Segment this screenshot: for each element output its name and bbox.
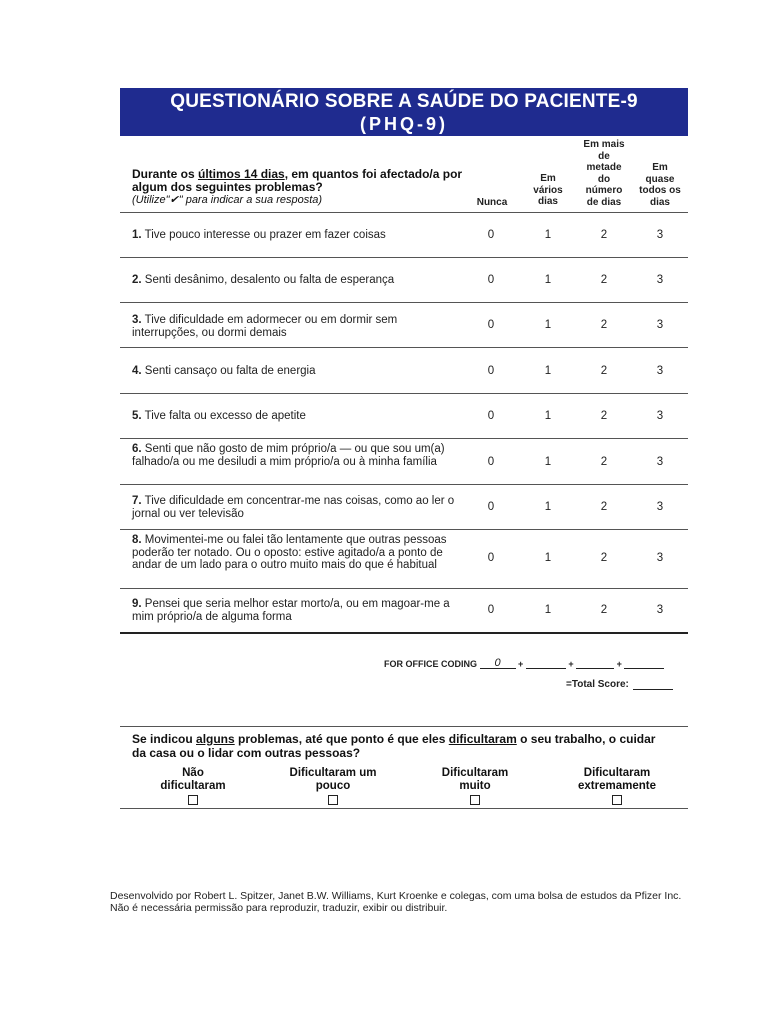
question-label: Senti cansaço ou falta de energia [144,365,316,377]
column-header-line: Em mais [583,139,625,150]
intro-prefix: Durante os [132,167,199,181]
divider [120,257,688,258]
plus-sign: + [568,659,574,669]
page-subtitle: (PHQ-9) [360,114,448,134]
column-header-mais-metade [576,139,632,208]
office-coding-blank[interactable] [624,657,664,669]
option-label: Dificultaram [583,767,651,779]
difficulty-text: alguns [196,732,235,746]
question-number: 1. [132,229,142,241]
difficulty-option-pouco [278,767,388,805]
score-option[interactable]: 1 [544,274,552,286]
footer-permission: Não é necessária permissão para reproduzir, traduzir, exibir ou distribuir. [110,902,448,914]
question-label: Tive pouco interesse ou prazer em fazer coisas [144,229,386,241]
question-number: 2. [132,274,142,286]
score-option[interactable]: 0 [487,274,495,286]
score-option[interactable]: 1 [544,365,552,377]
score-option[interactable]: 3 [656,604,664,616]
score-option[interactable]: 1 [544,229,552,241]
intro-period: últimos 14 dias [198,167,285,181]
option-label: Não [182,767,204,779]
question-number: 5. [132,410,142,422]
divider [120,438,688,439]
column-header-line: todos os [639,185,681,196]
question-number: 7. [132,495,142,507]
column-header-line: vários [533,184,563,196]
option-label: muito [459,780,491,792]
total-score-label: =Total Score: [566,679,629,690]
option-label: extremamente [578,780,656,792]
question-text [132,598,460,623]
question-number: 9. [132,598,142,610]
question-label: Senti que não gosto de mim próprio/a — ou que sou um(a) falhado/a ou me desiludi a mim próprio/a ou à minha família [132,443,445,468]
total-score-field[interactable] [633,678,673,690]
column-header-line: metade [586,162,622,173]
difficulty-question [132,732,672,760]
option-label: Dificultaram um [289,767,377,779]
question-text [132,443,450,468]
question-number: 8. [132,534,142,546]
divider [120,529,688,530]
difficulty-text: o seu trabalho, o cuidar da casa ou o lidar com outras pessoas? [132,732,656,760]
divider [120,302,688,303]
divider [120,484,688,485]
question-text [132,229,462,242]
score-option[interactable]: 3 [656,410,664,422]
difficulty-option-extremamente [562,767,672,805]
option-label: pouco [315,780,351,792]
total-score [566,678,673,690]
column-header-varios-dias [528,173,568,208]
score-option[interactable]: 0 [487,365,495,377]
checkbox[interactable] [328,795,338,805]
difficulty-option-nao [148,767,238,805]
difficulty-text: Se indicou [132,732,197,746]
checkbox[interactable] [612,795,622,805]
divider [120,632,688,634]
column-header-line: Em [540,173,556,184]
column-header-line: Nunca [476,197,508,208]
question-label: Tive falta ou excesso de apetite [144,410,306,422]
divider [120,393,688,394]
score-option[interactable]: 3 [656,274,664,286]
question-label: Movimentei-me ou falei tão lentamente que outras pessoas poderão ter notado. Ou o oposto: estive agitado/a a ponto de andar de um lado para o outro muito mais do que é habitual [132,534,447,571]
question-text [132,314,422,339]
plus-sign: + [616,659,622,669]
column-header-line: dias [537,196,558,207]
difficulty-text: dificultaram [448,732,517,746]
score-option[interactable]: 1 [544,410,552,422]
difficulty-text: problemas, até que ponto é que eles [234,732,449,746]
question-text [132,410,462,423]
divider [120,347,688,348]
score-option[interactable]: 2 [600,365,608,377]
question-label: Tive dificuldade em adormecer ou em dormir sem interrupções, ou dormi demais [132,314,398,339]
office-coding-value[interactable]: 0 [480,657,516,669]
score-option[interactable]: 0 [487,552,495,564]
question-text [132,365,462,378]
option-label: dificultaram [160,780,226,792]
intro-instruction: (Utilize"✔" para indicar a sua resposta) [132,194,323,206]
score-option[interactable]: 1 [544,501,552,513]
office-coding-blank[interactable] [526,657,566,669]
score-option[interactable]: 0 [487,456,495,468]
score-option[interactable]: 3 [656,365,664,377]
question-label: Tive dificuldade em concentrar-me nas coisas, como ao ler o jornal ou ver televisão [132,495,455,520]
question-text [132,274,462,287]
column-header-line: quase [645,173,675,185]
score-option[interactable]: 1 [544,456,552,468]
score-option[interactable]: 0 [487,501,495,513]
difficulty-option-muito [425,767,525,805]
intro-suffix: , em quantos foi afectado/a por algum dos seguintes problemas? [132,167,463,194]
office-coding-blank[interactable] [576,657,614,669]
question-number: 3. [132,314,142,326]
column-header-nunca [470,197,514,209]
score-option[interactable]: 2 [600,552,608,564]
column-header-line: de dias [586,196,622,208]
score-option[interactable]: 3 [656,552,664,564]
option-label: Dificultaram [441,767,509,779]
column-header-line: número [585,185,623,196]
score-option[interactable]: 3 [656,501,664,513]
score-option[interactable]: 2 [600,274,608,286]
column-header-quase-todos [636,162,684,208]
divider [120,726,688,727]
column-header-line: de [598,150,610,162]
divider [120,588,688,589]
checkbox[interactable] [188,795,198,805]
score-option[interactable]: 1 [544,319,552,331]
title-banner [120,88,688,136]
score-option[interactable]: 2 [600,501,608,513]
divider [120,808,688,809]
column-header-line: dias [649,196,670,208]
plus-sign: + [518,659,524,669]
score-option[interactable]: 0 [487,604,495,616]
score-option[interactable]: 0 [487,229,495,241]
footer-credit: Desenvolvido por Robert L. Spitzer, Janet B.W. Williams, Kurt Kroenke e colegas, com uma bolsa de estudos da Pfizer Inc. [110,890,682,902]
question-text [132,534,454,572]
score-option[interactable]: 0 [487,410,495,422]
score-option[interactable]: 1 [544,604,552,616]
score-option[interactable]: 2 [600,319,608,331]
score-option[interactable]: 0 [487,319,495,331]
question-label: Senti desânimo, desalento ou falta de esperança [144,274,395,286]
office-coding-label: FOR OFFICE CODING [384,659,477,669]
question-label: Pensei que seria melhor estar morto/a, ou em magoar-me a mim próprio/a de alguma forma [132,598,450,623]
question-number: 4. [132,365,142,377]
score-option[interactable]: 3 [656,319,664,331]
office-coding [384,657,694,669]
score-option[interactable]: 2 [600,456,608,468]
score-option[interactable]: 2 [600,229,608,241]
question-text [132,495,460,520]
score-option[interactable]: 3 [656,456,664,468]
footer [110,890,710,914]
question-number: 6. [132,443,142,455]
column-header-line: do [597,173,611,185]
score-option[interactable]: 1 [544,552,552,564]
page-title: QUESTIONÁRIO SOBRE A SAÚDE DO PACIENTE-9 [170,91,638,112]
score-option[interactable]: 2 [600,410,608,422]
column-header-line: Em [652,162,668,173]
score-option[interactable]: 3 [656,229,664,241]
score-option[interactable]: 2 [600,604,608,616]
checkbox[interactable] [470,795,480,805]
instructions [132,168,472,207]
divider [120,212,688,213]
